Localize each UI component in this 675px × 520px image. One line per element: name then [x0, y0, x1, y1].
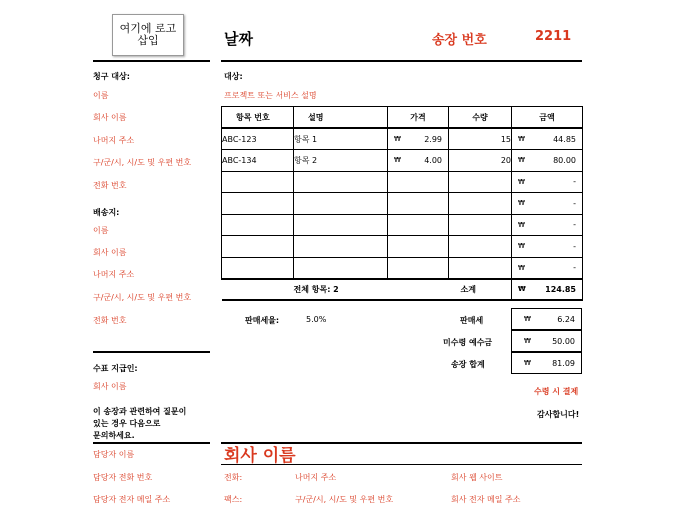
invoice-label: 송장 번호 — [432, 33, 487, 48]
description-cell[interactable]: 항목 2 — [294, 150, 388, 172]
won-icon: ₩ — [394, 156, 401, 165]
for-description: 프로젝트 또는 서비스 설명 — [224, 91, 317, 100]
left-top-rule — [93, 60, 210, 62]
invoice-number: 2211 — [535, 29, 572, 44]
item-number-cell[interactable] — [222, 236, 294, 258]
qty-cell[interactable] — [449, 171, 512, 193]
subtotal-value: 124.85 — [545, 284, 576, 294]
amount-cell — [512, 193, 583, 215]
price-cell[interactable] — [388, 236, 449, 258]
thanks-note: 감사합니다! — [537, 410, 580, 419]
questions-line-1: 이 송장과 관련하여 질문이 — [93, 407, 187, 416]
amount-value: 80.00 — [553, 155, 576, 165]
price-cell[interactable] — [388, 150, 449, 172]
logo-text: 여기에 로고 삽입 — [119, 22, 177, 47]
footer-phone-label: 전화: — [224, 473, 243, 482]
amount-value: 44.85 — [553, 134, 576, 144]
col-description: 설명 — [294, 107, 388, 129]
amount-value: - — [573, 241, 576, 251]
won-icon: ₩ — [518, 199, 525, 208]
table-row — [222, 214, 583, 236]
table-total-row — [222, 279, 583, 301]
due-note: 수령 시 결제 — [534, 387, 579, 396]
total-label: 송장 합계 — [451, 360, 485, 369]
bill-to-phone: 전화 번호 — [93, 181, 127, 190]
description-cell[interactable] — [294, 214, 388, 236]
price-cell[interactable] — [388, 214, 449, 236]
left-mid-rule — [93, 351, 210, 353]
item-number-cell[interactable] — [222, 193, 294, 215]
logo-placeholder[interactable] — [112, 14, 184, 56]
qty-cell[interactable]: 15 — [449, 128, 512, 150]
qty-cell[interactable] — [449, 236, 512, 258]
tax-rate-value: 5.0% — [306, 315, 327, 324]
amount-cell — [512, 236, 583, 258]
col-amount: 금액 — [512, 107, 583, 129]
won-icon: ₩ — [518, 285, 526, 294]
footer-email: 회사 전자 메일 주소 — [451, 495, 521, 504]
left-bottom-rule — [93, 442, 210, 444]
won-icon: ₩ — [518, 135, 525, 143]
price-cell[interactable] — [388, 193, 449, 215]
won-icon: ₩ — [524, 337, 531, 345]
ship-to-company: 회사 이름 — [93, 248, 127, 257]
table-row — [222, 193, 583, 215]
table-row — [222, 150, 583, 172]
item-number-cell[interactable]: ABC-123 — [222, 128, 294, 150]
price-cell[interactable] — [388, 128, 449, 150]
date-label: 날짜 — [224, 30, 253, 48]
won-icon: ₩ — [518, 177, 525, 186]
qty-cell[interactable] — [449, 193, 512, 215]
price-cell[interactable] — [388, 171, 449, 193]
price-value: 2.99 — [424, 134, 442, 144]
item-number-cell[interactable]: ABC-134 — [222, 150, 294, 172]
contact-phone: 담당자 전화 번호 — [93, 473, 153, 482]
item-number-cell[interactable] — [222, 214, 294, 236]
amount-value: - — [573, 263, 576, 272]
table-row — [222, 236, 583, 258]
price-value: 4.00 — [424, 155, 442, 165]
col-item-number: 항목 번호 — [222, 107, 294, 129]
payee-title: 수표 지급인: — [93, 364, 138, 373]
total-items: 전체 항목: 2 — [294, 279, 388, 301]
amount-cell — [512, 128, 583, 150]
deposit-value: 50.00 — [552, 336, 575, 346]
tax-label: 판매세 — [460, 316, 484, 325]
deposit-box — [511, 330, 582, 352]
description-cell[interactable] — [294, 193, 388, 215]
bill-to-address: 나머지 주소 — [93, 136, 135, 145]
item-number-cell[interactable] — [222, 171, 294, 193]
col-price: 가격 — [388, 107, 449, 129]
contact-email: 담당자 전자 메일 주소 — [93, 495, 171, 504]
questions-line-3: 문의하세요. — [93, 431, 135, 440]
tax-rate-label: 판매세율: — [245, 316, 280, 325]
total-value: 81.09 — [552, 358, 575, 368]
ship-to-name: 이름 — [93, 226, 109, 235]
contact-name: 담당자 이름 — [93, 450, 135, 459]
won-icon: ₩ — [524, 359, 531, 367]
description-cell[interactable]: 항목 1 — [294, 128, 388, 150]
description-cell[interactable] — [294, 171, 388, 193]
amount-value: - — [573, 198, 576, 208]
footer-website: 회사 웹 사이트 — [451, 473, 503, 482]
footer-inner-rule — [221, 464, 582, 465]
footer-company: 회사 이름 — [224, 446, 296, 466]
ship-to-phone: 전화 번호 — [93, 316, 127, 325]
bill-to-name: 이름 — [93, 91, 109, 100]
questions-line-2: 있는 경우 다음으로 — [93, 419, 161, 428]
item-number-cell[interactable] — [222, 257, 294, 279]
amount-cell — [512, 257, 583, 279]
footer-city: 구/군/시, 시/도 및 우편 번호 — [295, 495, 394, 504]
won-icon: ₩ — [518, 220, 525, 229]
right-top-rule — [221, 60, 582, 62]
qty-cell[interactable]: 20 — [449, 150, 512, 172]
footer-address: 나머지 주소 — [295, 473, 337, 482]
deposit-label: 미수령 예수금 — [443, 338, 493, 347]
won-icon: ₩ — [524, 315, 531, 323]
col-qty: 수량 — [449, 107, 512, 129]
bill-to-title: 청구 대상: — [93, 72, 130, 81]
qty-cell[interactable] — [449, 257, 512, 279]
subtotal-label: 소계 — [449, 279, 512, 301]
ship-to-title: 배송지: — [93, 208, 120, 217]
description-cell[interactable] — [294, 236, 388, 258]
won-icon: ₩ — [394, 135, 401, 143]
table-row — [222, 128, 583, 150]
tax-value: 6.24 — [557, 314, 575, 324]
amount-cell — [512, 150, 583, 172]
payee-name: 회사 이름 — [93, 382, 127, 391]
amount-value: - — [573, 177, 576, 187]
won-icon: ₩ — [518, 156, 525, 165]
amount-cell — [512, 171, 583, 193]
ship-to-address: 나머지 주소 — [93, 270, 135, 279]
footer-fax-label: 팩스: — [224, 495, 243, 504]
bill-to-city: 구/군/시, 시/도 및 우편 번호 — [93, 158, 192, 167]
price-cell[interactable] — [388, 257, 449, 279]
tax-box — [511, 308, 582, 330]
table-header-row — [222, 107, 583, 129]
for-title: 대상: — [224, 72, 243, 81]
won-icon: ₩ — [518, 263, 525, 272]
total-box — [511, 352, 582, 374]
table-row — [222, 171, 583, 193]
bill-to-company: 회사 이름 — [93, 113, 127, 122]
description-cell[interactable] — [294, 257, 388, 279]
amount-cell — [512, 214, 583, 236]
amount-value: - — [573, 220, 576, 230]
table-row — [222, 257, 583, 279]
won-icon: ₩ — [518, 242, 525, 251]
qty-cell[interactable] — [449, 214, 512, 236]
items-table — [221, 106, 583, 301]
ship-to-city: 구/군/시, 시/도 및 우편 번호 — [93, 293, 192, 302]
